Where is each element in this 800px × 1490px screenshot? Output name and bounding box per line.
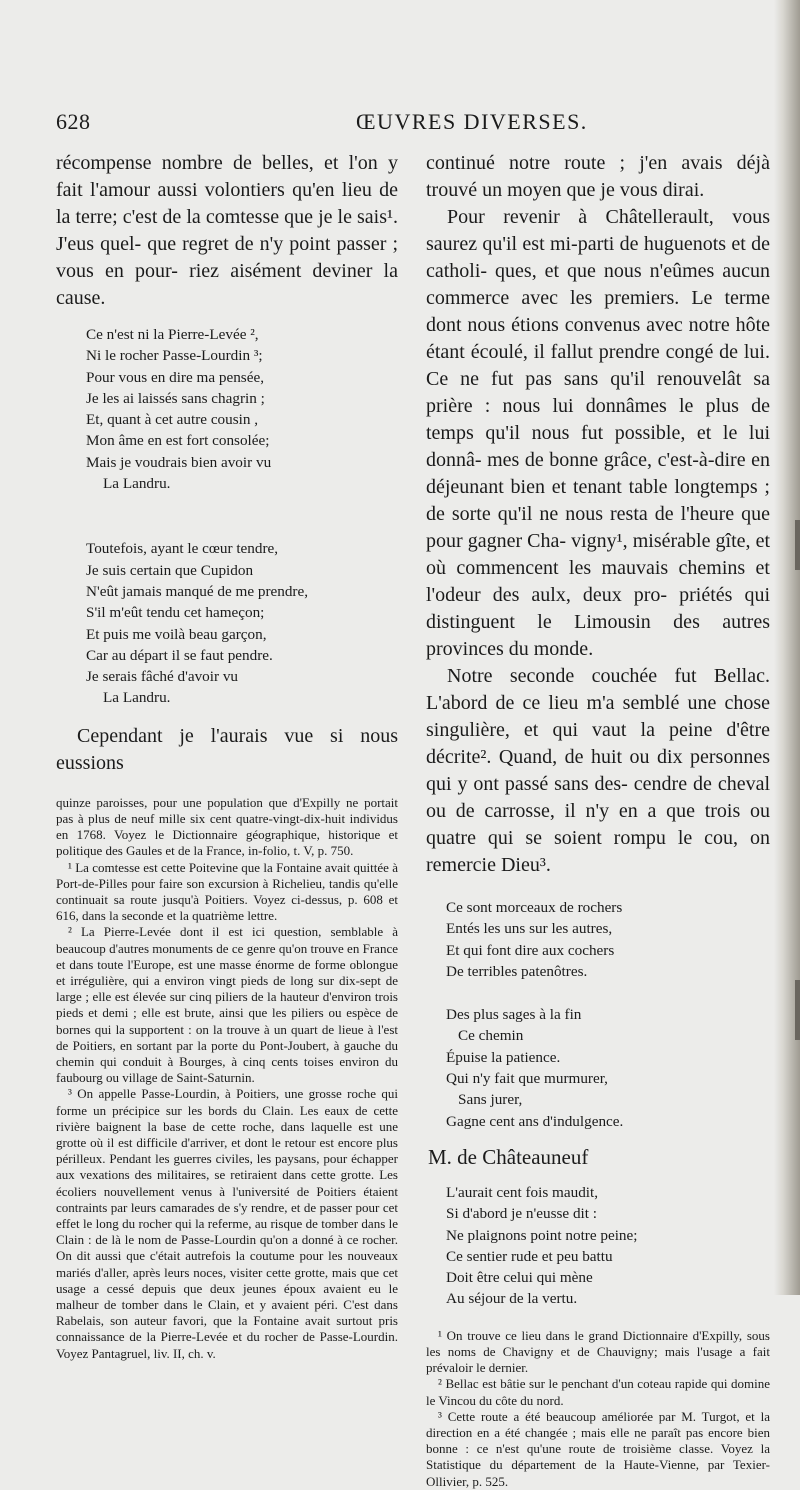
- verse-line: La Landru.: [103, 475, 171, 493]
- text-line: de ce lieu m'a semblé une chose singulière, et: [426, 692, 770, 741]
- footnotes: [426, 1328, 770, 1490]
- verse-line: De terribles patenôtres.: [446, 962, 588, 980]
- verse-line: Mon âme en est fort consolée;: [86, 432, 270, 450]
- verse-line: Ce sentier rude et peu battu: [446, 1247, 613, 1265]
- verse-line: Si d'abord je n'eusse dit :: [446, 1205, 597, 1223]
- verse-line: Et puis me voilà beau garçon,: [86, 625, 267, 643]
- verse-line: Entés les uns sur les autres,: [446, 920, 613, 938]
- verse-line: Sans jurer,: [458, 1091, 523, 1109]
- text-line: huit ou dix personnes qui y ont passé sans des-: [426, 746, 771, 795]
- verse-line: Des plus sages à la fin: [446, 1006, 582, 1024]
- text-line: Notre seconde couchée fut Bellac. L'abord: [426, 665, 770, 714]
- footnotes: [56, 795, 398, 1362]
- verse-line: Ce n'est ni la Pierre-Levée ²,: [86, 326, 259, 343]
- verse-line: Ni le rocher Passe-Lourdin ³;: [86, 347, 263, 365]
- verse-line: L'aurait cent fois maudit,: [446, 1183, 599, 1201]
- intro-paragraph: [56, 150, 398, 312]
- verse-line: Pour vous en dire ma pensée,: [86, 368, 264, 386]
- text-line: provinces du monde.: [426, 638, 594, 660]
- verse-line: Qui n'y fait que murmurer,: [446, 1070, 608, 1088]
- text-line: mes de bonne grâce, c'est-à-dire en déjeunant: [426, 449, 770, 498]
- closing-line: Cependant je l'aurais vue si nous eussions: [56, 724, 398, 774]
- verse-line: Je les ai laissés sans chagrin ;: [86, 389, 265, 407]
- paragraph: [426, 150, 770, 204]
- text-line: mauvais chemins et l'odeur des aulx, deux pro-: [426, 557, 770, 606]
- page-binding-shadow: [774, 0, 800, 1295]
- page-header: [56, 109, 756, 135]
- text-line: que trois ou quatre qui se soient rompu le cou,: [426, 800, 770, 849]
- text-line: on remercie Dieu³.: [426, 827, 770, 876]
- text-line: qu'il est mi-parti de huguenots et de catholi-: [426, 233, 771, 282]
- verse-line: Et qui font dire aux cochers: [446, 941, 615, 959]
- verse-stanza: [446, 1182, 770, 1310]
- left-column: [56, 150, 398, 1362]
- text-line: riez aisément deviner la cause.: [56, 260, 398, 309]
- paragraph: [426, 204, 770, 663]
- footnote: ² La Pierre-Levée dont il est ici question, semblable à beaucoup d'autres monuments de ce genre qu'on trouve en France et dans toute l'Europe, est une masse énorme de forme oblongue et irrégulière, qui a environ vingt pieds de long sur dix-sept de large ; elle est élevée sur cinq piliers de la hauteur d'environ trois pieds et demi ; elle est brute, ainsi que les piliers ou espèce de bornes qui la supportent : on la trouve à un quart de lieue à l'est de Poitiers, en sortant par la porte du Pont-Joubert, à gauche du chemin qui conduit à Bourges, à cinq cents toises environ du faubourg ou village de Saint-Saturnin.: [56, 924, 398, 1086]
- text-line: Pour revenir à Châtellerault, vous saurez: [426, 206, 770, 255]
- verse-line: Ce sont morceaux de rochers: [446, 899, 623, 916]
- text-line: continué notre route ; j'en avais déjà trouvé: [426, 152, 770, 201]
- text-line: récompense nombre de belles, et l'on y fait: [56, 152, 398, 201]
- verse-stanza: [86, 324, 398, 494]
- speaker-name: M. de Châteauneuf: [428, 1144, 589, 1169]
- text-line: cendre de cheval ou de carrosse, il n'y en a: [426, 773, 771, 822]
- verse-line: Ne plaignons point notre peine;: [446, 1226, 638, 1244]
- text-line: c'est de la comtesse que je le sais¹. J'eus quel-: [56, 206, 399, 255]
- binding-mark: [795, 980, 800, 1040]
- verse-line: Épuise la patience.: [446, 1048, 561, 1066]
- verse-line: Gagne cent ans d'indulgence.: [446, 1112, 624, 1130]
- verse-stanza: [446, 1004, 770, 1132]
- footnote: ³ Cette route a été beaucoup améliorée par M. Turgot, et la direction en a été changée ; mais elle ne paraît pas encore bien bonne : ce n'est qu'une route de troisième classe. Voyez la Statistique du département de la Haute-Vienne, par Texier-Ollivier, p. 525.: [426, 1408, 770, 1489]
- verse-line: Ce chemin: [458, 1027, 524, 1045]
- verse-line: S'il m'eût tendu cet hameçon;: [86, 604, 265, 622]
- text-line: de temps qu'il nous fut possible, et le lui donnâ-: [426, 395, 771, 471]
- running-title: ŒUVRES DIVERSES.: [356, 109, 588, 134]
- text-line: vigny¹, misérable gîte, et où commencent les: [426, 530, 771, 579]
- text-line: qui vaut la peine d'être décrite². Quand, de: [426, 719, 770, 768]
- verse-line: Toutefois, ayant le cœur tendre,: [86, 540, 279, 558]
- footnote: ¹ La comtesse est cette Poitevine que la Fontaine avait quittée à Port-de-Pilles pour faire son excursion à Richelieu, tandis qu'elle continuait sa route jusqu'à Poitiers. Voyez ci-dessus, p. 608 et 616, dans la seconde et la quatrième lettre.: [56, 859, 398, 924]
- text-line: que regret de n'y point passer ; vous en pour-: [56, 233, 399, 282]
- footnote: ¹ On trouve ce lieu dans le grand Dictionnaire d'Expilly, sous les noms de Chavigny et de Chauvigny; mais l'usage a fait prévaloir le dernier.: [426, 1327, 770, 1376]
- verse-line: N'eût jamais manqué de me prendre,: [86, 582, 309, 600]
- verse-stanza: [86, 538, 398, 708]
- page-number: 628: [56, 109, 91, 134]
- verse-line: Doit être celui qui mène: [446, 1269, 593, 1287]
- text-line: avec les premiers. Le terme dont nous étions: [426, 287, 770, 336]
- verse-line: Mais je voudrais bien avoir vu: [86, 453, 272, 471]
- paragraph: [426, 663, 770, 879]
- text-line: priétés qui distinguent le Limousin des autres: [426, 584, 770, 633]
- text-line: bien et tenant table longtemps ; de sorte qu'il: [426, 476, 770, 525]
- verse-line: Et, quant à cet autre cousin ,: [86, 411, 259, 429]
- footnote: ³ On appelle Passe-Lourdin, à Poitiers, une grosse roche qui forme un précipice sur les bords du Clain. Les eaux de cette rivière baignent la base de cette roche, dans laquelle est une grotte où il est difficile d'arriver, et dont le retour est encore plus périlleux. Pendant les guerres civiles, les paysans, pour échapper aux vexations des militaires, se retiraient dans cette grotte. Les écoliers nouvellement venus à l'université de Poitiers étaient contraints par leurs camarades de s'y rendre, et de passer pour cet effet le long du rocher qui la referme, au risque de tomber dans le Clain : de là le nom de Passe-Lourdin qu'on a donné à ce rocher. On dit aussi que c'était autrefois la coutume pour les nouveaux mariés d'aller, après leurs noces, visiter cette grotte, mais que cet usage a cessé depuis que deux jeunes époux avaient eu le malheur de tomber dans le Clain, et y avaient péri. C'est dans Rabelais, son auteur favori, que la Fontaine avait surtout pris connaissance de la Pierre-Levée et du rocher de Passe-Lourdin. Voyez Pantagruel, liv. II, ch. v.: [56, 1086, 398, 1361]
- right-column: [426, 150, 770, 1490]
- verse-line: Je serais fâché d'avoir vu: [86, 668, 239, 686]
- text-line: un moyen que je vous dirai.: [482, 179, 705, 201]
- text-line: convenus avec notre hôte étant écoulé, il fallut: [426, 314, 771, 363]
- binding-mark: [795, 520, 800, 570]
- text-line: l'amour aussi volontiers qu'en lieu de la terre;: [56, 179, 399, 228]
- text-line: prendre congé de lui. Ce ne fut pas sans qu'il: [426, 341, 770, 390]
- text-line: renouvelât sa prière : nous lui donnâmes le plus: [426, 368, 770, 417]
- verse-stanza: [446, 897, 770, 982]
- footnote: quinze paroisses, pour une population que d'Expilly ne portait pas à plus de neuf mille six cent quatre-vingt-dix-huit individus en 1768. Voyez le Dictionnaire géographique, historique et politique des Gaules et de la France, in-folio, t. V, p. 750.: [56, 794, 398, 859]
- text-line: ne nous resta de l'heure que pour gagner Cha-: [426, 503, 771, 552]
- verse-line: Car au départ il se faut pendre.: [86, 646, 273, 664]
- verse-line: La Landru.: [103, 689, 171, 707]
- text-line: ques, et que nous n'eûmes aucun commerce: [426, 260, 770, 309]
- verse-line: Au séjour de la vertu.: [446, 1290, 578, 1308]
- verse-line: Je suis certain que Cupidon: [86, 561, 254, 579]
- footnote: ² Bellac est bâtie sur le penchant d'un coteau rapide qui domine le Vincou du côte du nord.: [426, 1376, 770, 1408]
